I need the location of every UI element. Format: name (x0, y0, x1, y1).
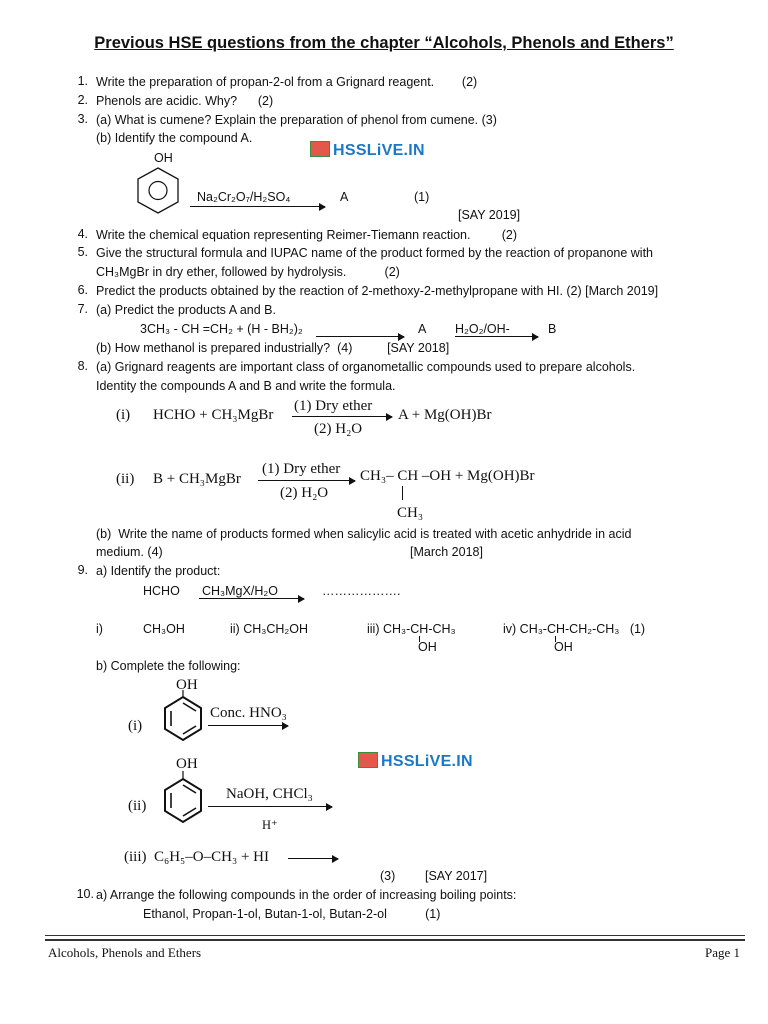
q9b-ii-oh: OH (176, 756, 198, 772)
q10a-text: a) Arrange the following compounds in the order of increasing boiling points: (96, 888, 517, 902)
q9-reagent: CH₃MgX/H₂O (202, 584, 278, 598)
q9-exam: [SAY 2017] (425, 869, 488, 883)
q9-option-iv: iv) CH₃-CH-CH₂-CH₃ (1) (503, 622, 646, 636)
q9-dots: ………………. (322, 584, 401, 598)
q8-i-reagent-bottom: (2) H₂O (314, 421, 363, 437)
footer-chapter: Alcohols, Phenols and Ethers (48, 945, 202, 960)
page-title: Previous HSE questions from the chapter “Alcohols, Phenols and Ethers” (94, 34, 674, 52)
q7-number: 7. (77, 302, 88, 316)
q9-option-ii: ii) CH₃CH₂OH (230, 622, 308, 636)
q9-option-i: CH₃OH (143, 622, 185, 636)
q6-number: 6. (77, 283, 88, 297)
footer-page-number: Page 1 (704, 945, 740, 960)
q8-ii-reagent-top: (1) Dry ether (262, 461, 341, 477)
q9-option-iii: iii) CH₃-CH-CH₃ (367, 622, 456, 636)
q9-number: 9. (77, 563, 88, 577)
q3-product: A (340, 190, 349, 204)
q3-reaction-arrow (190, 206, 325, 207)
footer-divider (45, 935, 745, 941)
q7-equation-left: 3CH₃ - CH =CH₂ + (H - BH₂)₂ (140, 322, 303, 336)
q8-number: 8. (77, 359, 88, 373)
q9b-iii: (iii) C₆H₅–O–CH₃ + HI (124, 849, 269, 865)
q5-text: Give the structural formula and IUPAC name of the product formed by the reaction of propanone with (96, 246, 654, 260)
q3a-text: (a) What is cumene? Explain the preparation of phenol from cumene. (3) (96, 113, 497, 127)
q1-number: 1. (77, 74, 88, 88)
q7-product-a: A (418, 322, 427, 336)
q3-marks: (1) (414, 190, 430, 204)
q7a-text: (a) Predict the products A and B. (96, 303, 276, 317)
q8b-text-line2: medium. (4) (96, 545, 163, 559)
q9-hcho: HCHO (143, 584, 180, 598)
q9-marks: (3) (380, 869, 396, 883)
q8a-text-line2: Identity the compounds A and B and write the formula. (96, 379, 396, 393)
q7-reagent: H₂O₂/OH- (455, 322, 510, 336)
q8-ii-ch3: CH₃ (397, 505, 424, 521)
q4-text: Write the chemical equation representing Reimer-Tiemann reaction. (2) (96, 228, 518, 242)
q8-ii-arrow (258, 480, 355, 481)
q3-oh-label: OH (154, 151, 173, 165)
q5-number: 5. (77, 245, 88, 259)
q4-number: 4. (77, 227, 88, 241)
q7b-text: (b) How methanol is prepared industrially? (4) [SAY 2018] (96, 341, 450, 355)
q1-text: Write the preparation of propan-2-ol from a Grignard reagent. (2) (96, 75, 478, 89)
q8-i-reagent-top: (1) Dry ether (294, 398, 373, 414)
q8-i-label: (i) (116, 407, 131, 423)
q9b-ii-label: (ii) (128, 798, 147, 814)
q9b-i-oh: OH (176, 677, 198, 693)
q8-ii-reagent-bottom: (2) H₂O (280, 485, 329, 501)
q9b-ii-arrow (208, 806, 332, 807)
hsslive-logo: HSSLiVE.IN (310, 142, 425, 160)
q9b-i-reagent: Conc. HNO₃ (210, 705, 287, 721)
q9-option-iii-oh: OH (418, 640, 437, 654)
q8b-text: (b) Write the name of products formed when salicylic acid is treated with acetic anhydride in acid (96, 527, 632, 541)
q9-option-iv-oh: OH (554, 640, 573, 654)
q9b-i-label: (i) (128, 718, 143, 734)
q2-text: Phenols are acidic. Why? (2) (96, 94, 274, 108)
q2-number: 2. (77, 93, 88, 107)
q8-exam: [March 2018] (410, 545, 483, 559)
q8-ii-left: B + CH₃MgBr (153, 471, 241, 487)
phenol-ring-icon-2 (163, 776, 203, 824)
hsslive-logo-2: HSSLiVE.IN (358, 753, 473, 771)
q3-number: 3. (77, 112, 88, 126)
q7-product-b: B (548, 322, 557, 336)
q8-ii-bond (402, 486, 403, 500)
q8-i-arrow (292, 416, 392, 417)
q9b-text: b) Complete the following: (96, 659, 241, 673)
q3-exam: [SAY 2019] (458, 208, 521, 222)
benzene-ring-icon (136, 166, 180, 214)
q8-i-right: A + Mg(OH)Br (398, 407, 492, 423)
q8-ii-label: (ii) (116, 471, 135, 487)
q9b-iii-arrow (288, 858, 338, 859)
q9a-text: a) Identify the product: (96, 564, 221, 578)
q5-text-line2: CH₃MgBr in dry ether, followed by hydrolysis. (2) (96, 265, 400, 279)
q3-reagent: Na₂Cr₂O₇/H₂SO₄ (197, 190, 291, 204)
q10-compound-list: Ethanol, Propan-1-ol, Butan-1-ol, Butan-2-ol (1) (143, 907, 441, 921)
q7-arrow-2 (455, 336, 538, 337)
q7-arrow-1 (316, 336, 404, 337)
q9-option-i-label: i) (96, 622, 103, 636)
q8a-text: (a) Grignard reagents are important class of organometallic compounds used to prepare alcohols. (96, 360, 636, 374)
q9b-i-arrow (208, 725, 288, 726)
q9b-ii-acid: H⁺ (262, 818, 278, 832)
q9b-ii-reagent: NaOH, CHCl₃ (226, 786, 313, 802)
q6-text: Predict the products obtained by the reaction of 2-methoxy-2-methylpropane with HI. (2) [March 2019] (96, 284, 659, 298)
phenol-ring-icon (163, 694, 203, 742)
q8-ii-right: CH₃– CH –OH + Mg(OH)Br (360, 468, 535, 484)
q10-number: 10. (76, 887, 94, 901)
q8-i-left: HCHO + CH₃MgBr (153, 407, 274, 423)
q3b-text: (b) Identify the compound A. (96, 131, 253, 145)
q9-arrow (199, 598, 304, 599)
